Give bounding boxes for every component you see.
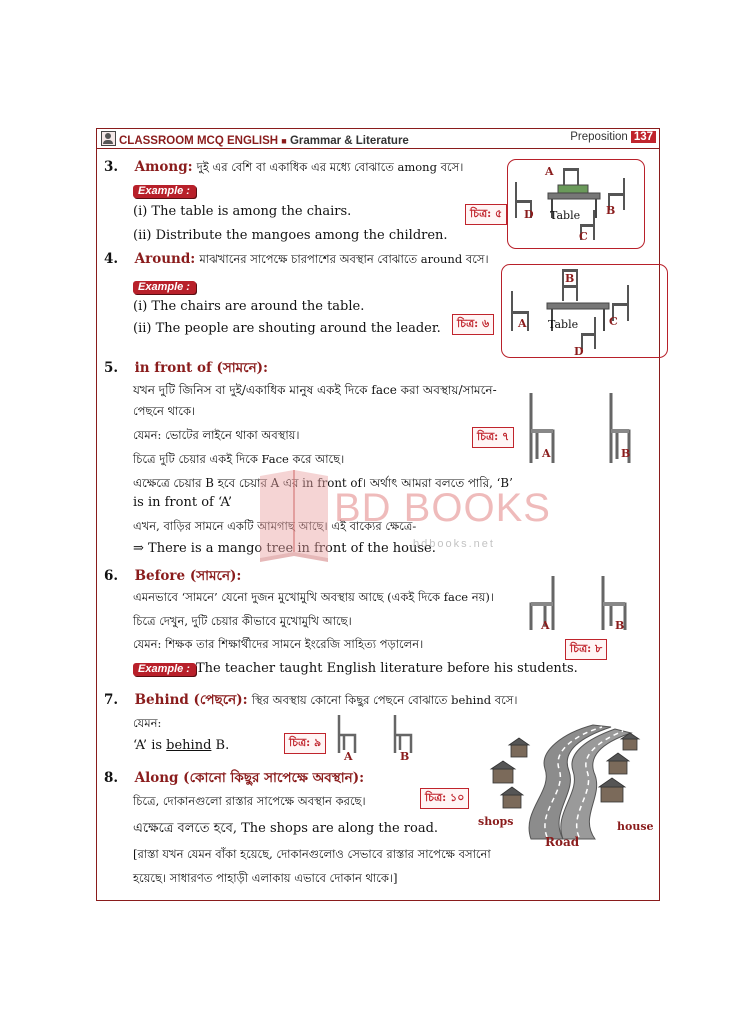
s7-example [133,738,229,753]
watermark-url: bdbooks.net [413,538,495,550]
s8-line3: [রাস্তা যখন যেমন বাঁকা হয়েছে, দোকানগুলোও সেভাবে রাস্তার সাপেক্ষে বসানো [133,847,491,861]
s5-line8: ⇒ There is a mango tree in front of the house. [133,541,436,556]
s4-topic: Around: [134,251,196,267]
watermark [258,468,551,563]
in-front-of-chairs-illustration [523,391,633,466]
s8-topic: Along (কোনো কিছুর সাপেক্ষে অবস্থান): [134,770,365,786]
s4-example-badge [133,279,196,294]
s7-ex-a: ‘A’ is [133,738,167,753]
s7-topic: Behind (পেছনে): [134,692,248,708]
example-label: Example : [133,185,196,198]
s4-desc: মাঝখানের সাপেক্ষে চারপাশের অবস্থান বোঝাতে around বসে। [199,252,489,266]
s3-number: 3. [104,159,119,175]
header-rule [97,148,659,149]
s8-line4: হয়েছে। সাধারণত পাহাড়ী এলাকায় এভাবে দোকান থাকে।] [133,871,398,885]
behind-chairs-illustration [333,713,423,755]
s6-label-a: A [541,619,550,632]
s3-ex2: (ii) Distribute the mangoes among the children. [133,228,448,243]
s3-ex1: (i) The table is among the chairs. [133,204,352,219]
s3-label-d: D [524,208,534,221]
s6-topic: Before (সামনে): [134,568,242,584]
s7-heading [104,689,518,712]
s7-ex-word: behind [166,738,212,753]
s4-label-table: Table [548,318,579,331]
s4-ex2: (ii) The people are shouting around the leader. [133,321,441,336]
s5-number: 5. [104,360,119,376]
s5-label-a: A [542,447,551,460]
s6-example [133,661,578,676]
page-number: 137 [631,131,656,143]
s3-fig-caption: চিত্র: ৫ [465,204,507,225]
s5-line6: is in front of ‘A’ [133,495,233,510]
s6-label-b: B [615,619,625,632]
s3-label-b: B [606,204,616,217]
s6-fig-caption: চিত্র: ৮ [565,639,607,660]
s8-line1: চিত্রে, দোকানগুলো রাস্তার সাপেক্ষে অবস্থান করছে। [133,794,366,808]
s3-label-table: Table [550,209,581,222]
s3-label-a: A [545,165,554,178]
s4-label-a: A [518,317,527,330]
s7-ex-b: B. [211,738,230,753]
example-label: Example : [133,663,196,676]
s3-heading [104,159,463,178]
s8-heading [104,767,364,790]
s7-fig-caption: চিত্র: ৯ [284,733,326,754]
separator-square-icon: ■ [281,136,287,146]
s8-label-road: Road [545,835,580,849]
s5-line3: যেমন: ভোটের লাইনে থাকা অবস্থায়। [133,428,300,442]
s7-number: 7. [104,692,119,708]
s6-example-text: The teacher taught English literature before his students. [195,661,578,676]
s4-ex1: (i) The chairs are around the table. [133,299,365,314]
section-name: Preposition [570,131,628,143]
s8-line2: এক্ষেত্রে বলতে হবে, The shops are along the road. [133,821,439,836]
s5-topic: in front of (সামনে): [134,360,269,376]
s3-topic: Among: [134,159,193,175]
header-right [570,131,656,143]
around-chairs-illustration [502,265,667,357]
s4-label-b: B [565,272,575,285]
s3-example-badge [133,183,196,198]
brand-title: CLASSROOM MCQ ENGLISH [119,135,279,147]
s4-fig-caption: চিত্র: ৬ [452,314,494,335]
s8-label-house: house [617,820,654,833]
author-avatar-icon [101,131,116,146]
s6-heading [104,565,241,588]
s7-desc: স্থির অবস্থায় কোনো কিছুর পেছনে বোঝাতে behind বসে। [251,693,518,707]
s7-line1: যেমন: [133,716,162,730]
s8-label-shops: shops [478,815,514,828]
s3-desc: দুই এর বেশি বা একাধিক এর মধ্যে বোঝাতে among বসে। [196,160,464,174]
s5-label-b: B [621,447,631,460]
s5-line5: এক্ষেত্রে চেয়ার B হবে চেয়ার A এর in front of। অর্থাৎ আমরা বলতে পারি, ‘B’ [133,476,513,490]
s6-line3: যেমন: শিক্ষক তার শিক্ষার্থীদের সামনে ইংরেজি সাহিত্য পড়ালেন। [133,637,424,651]
page-header [97,129,659,151]
s7-label-a: A [344,750,353,763]
s5-heading [104,357,268,380]
s6-number: 6. [104,568,119,584]
s3-figure-box [507,159,645,249]
s4-number: 4. [104,251,119,267]
s6-line1: এমনভাবে ‘সামনে’ যেনো দুজন মুখোমুখি অবস্থায় আছে (একই দিকে face নয়)। [133,590,494,604]
s4-heading [104,251,489,270]
s8-number: 8. [104,770,119,786]
s5-fig-caption: চিত্র: ৭ [472,427,514,448]
header-left [101,131,409,147]
s6-line2: চিত্রে দেখুন, দুটি চেয়ার কীভাবে মুখোমুখি আছে। [133,614,352,628]
s3-label-c: C [579,230,588,243]
s5-line2: পেছনে থাকে। [133,404,196,418]
header-subtitle: Grammar & Literature [289,135,409,147]
among-chairs-illustration [508,160,644,248]
watermark-title: BD BOOKS [334,486,551,530]
s4-label-c: C [609,315,618,328]
s8-fig-caption: চিত্র: ১০ [420,788,469,809]
s5-line1: যখন দুটি জিনিস বা দুই/একাধিক মানুষ একই দিকে face করা অবস্থায়/সামনে- [133,383,497,397]
s7-label-b: B [400,750,410,763]
s4-label-d: D [574,345,584,358]
s5-line7: এখন, বাড়ির সামনে একটি আমগাছ আছে। এই বাক্যের ক্ষেত্রে- [133,519,417,533]
example-label: Example : [133,281,196,294]
s5-line4: চিত্রে দুটি চেয়ার একই দিকে Face করে আছে। [133,452,345,466]
s4-figure-box [501,264,668,358]
